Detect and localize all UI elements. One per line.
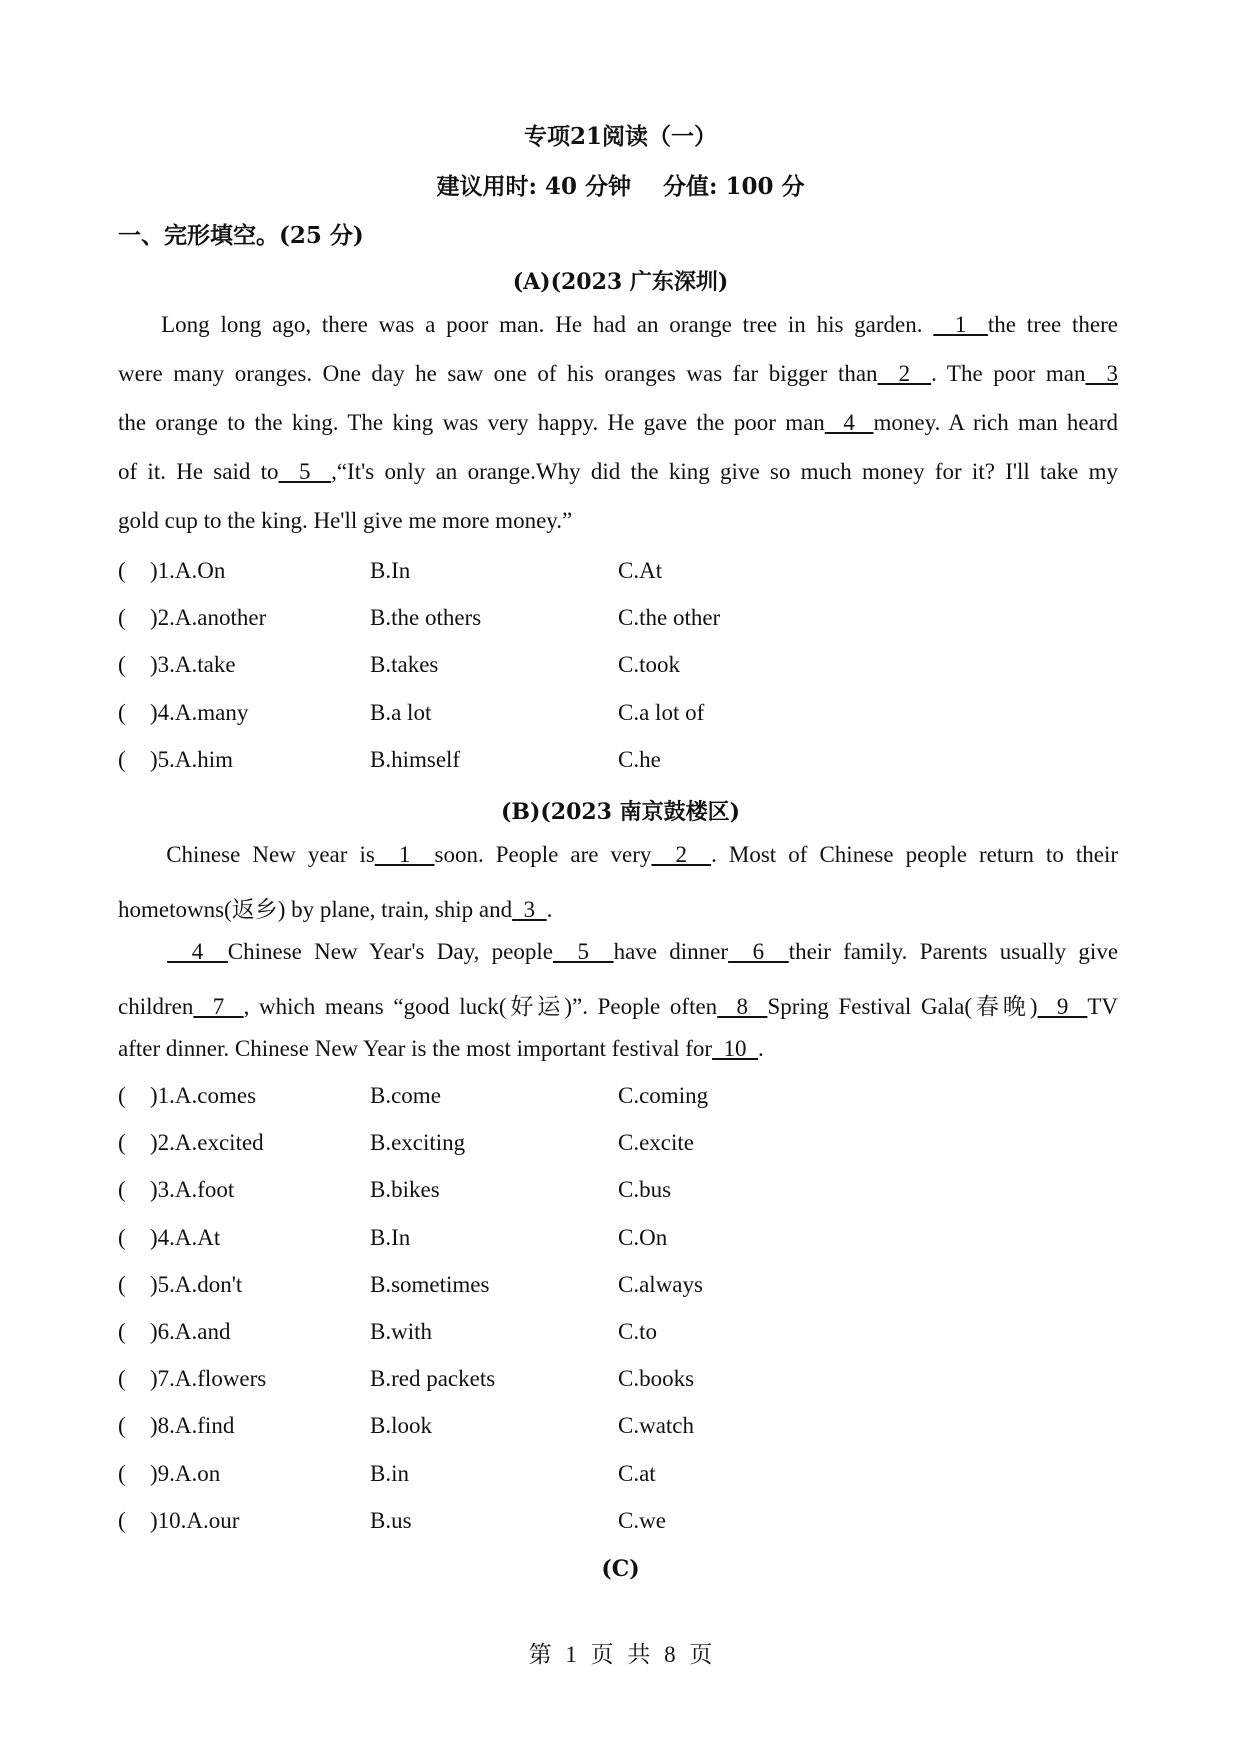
option-a: )2.A.another [150,605,267,631]
passage-text: their family. Parents usually give [788,939,1119,964]
passage-b-line-5 [118,1036,1118,1062]
question-row [118,1461,918,1491]
passage-a-line-5 [118,508,1118,534]
question-row [118,1319,918,1349]
option-b: B.us [370,1507,412,1533]
passage-a-line-3 [118,410,1118,436]
question-row [118,1083,918,1113]
section-heading: 一、完形填空。(25 分) [118,222,364,249]
passage-b-line-1 [118,842,1118,868]
passage-text: gold cup to the king. He'll give me more money.” [118,508,573,533]
blank-number: 1 [374,842,435,867]
question-row [118,558,918,588]
passage-text: . [758,1036,764,1061]
question-row [118,1130,918,1160]
question-row [118,1413,918,1443]
passage-text: hometowns(返乡) by plane, train, ship and [118,897,513,922]
option-b: B.sometimes [370,1271,490,1297]
option-a: )1.A.comes [150,1083,257,1108]
question-row [118,1366,918,1396]
answer-bracket: ( [118,1271,126,1297]
option-c: C.excite [618,1130,694,1156]
option-a: )6.A.and [150,1319,231,1344]
option-b: B.the others [370,605,482,631]
passage-text: soon. People are very [434,842,652,867]
passage-text: children [118,994,194,1019]
passage-text: Chinese New Year's Day, people [227,939,553,964]
passage-a-line-1 [118,312,1118,338]
passage-b-heading: (B)(2023 南京鼓楼区) [500,799,741,825]
passage-a-line-2 [118,361,1118,387]
blank-number: 9 [1037,994,1088,1019]
option-a: )10.A.our [150,1507,240,1533]
passage-b-line-4 [118,988,1118,1021]
page-footer: 第 1 页 共 8 页 [528,1642,713,1667]
option-a: )5.A.him [150,746,234,772]
option-b: B.a lot [370,699,432,725]
option-c: C.to [618,1319,657,1344]
answer-bracket: ( [118,558,126,583]
blank-number: 2 [877,361,932,386]
blank-number: 5 [278,459,332,484]
answer-bracket: ( [118,1130,126,1156]
answer-bracket: ( [118,1507,126,1533]
answer-bracket: ( [118,1413,126,1439]
answer-bracket: ( [118,1319,126,1344]
passage-text: . Most of Chinese people return to their [711,842,1119,867]
passage-text: the orange to the king. The king was very happy. He gave the poor man [118,410,825,435]
blank-number: 8 [717,994,768,1019]
page-subtitle [0,168,1241,201]
page-title: 专项21阅读（一） [523,123,717,150]
passage-a-heading: (A)(2023 广东深圳) [512,269,729,295]
passage-b-line-2 [118,891,1118,924]
option-c: C.books [618,1366,695,1392]
option-c: C.a lot of [618,699,705,725]
blank-number: 6 [728,939,789,964]
question-row [118,700,918,730]
option-a: )7.A.flowers [150,1366,267,1392]
question-row [118,652,918,682]
option-c: C.watch [618,1413,695,1439]
passage-text [118,939,167,964]
option-a: )8.A.find [150,1413,235,1439]
option-b: B.look [370,1413,432,1439]
blank-number: 2 [651,842,712,867]
passage-text: were many oranges. One day he saw one of his oranges was far bigger than [118,361,878,386]
option-c: C.On [618,1224,668,1250]
option-a: )9.A.on [150,1460,221,1486]
passage-text: of it. He said to [118,459,279,484]
option-c: C.took [618,652,680,678]
blank-number: 10 [712,1036,759,1061]
option-c: C.we [618,1507,666,1533]
blank-number: 1 [933,312,988,337]
passage-text: have dinner [613,939,729,964]
option-b: B.with [370,1319,432,1344]
option-b: B.bikes [370,1177,440,1203]
option-c: C.bus [618,1177,672,1203]
option-a: )3.A.foot [150,1177,235,1203]
answer-bracket: ( [118,1177,126,1203]
answer-bracket: ( [118,605,126,631]
option-a: )4.A.At [150,1224,221,1250]
passage-c-heading: (C) [601,1556,640,1582]
passage-a-line-4 [118,459,1118,485]
option-c: C.coming [618,1083,709,1108]
option-c: C.At [618,558,663,583]
option-b: B.himself [370,746,461,772]
option-b: B.takes [370,652,439,678]
option-b: B.red packets [370,1366,496,1392]
passage-text: Spring Festival Gala(春晚) [767,994,1038,1019]
option-c: C.always [618,1271,703,1297]
blank-number: 4 [167,939,228,964]
option-a: )3.A.take [150,652,236,678]
question-row [118,1272,918,1302]
option-c: C.at [618,1460,656,1486]
passage-text: , which means “good luck(好运)”. People often [243,994,718,1019]
answer-bracket: ( [118,1224,126,1250]
option-a: )1.A.On [150,558,226,583]
passage-text: after dinner. Chinese New Year is the most important festival for [118,1036,713,1061]
blank-number: 4 [824,410,874,435]
question-row [118,605,918,635]
option-a: )2.A.excited [150,1130,264,1156]
option-b: B.in [370,1460,409,1486]
option-b: B.In [370,1224,411,1250]
answer-bracket: ( [118,1083,126,1108]
passage-text: . The poor man [931,361,1086,386]
option-c: C.the other [618,605,721,631]
answer-bracket: ( [118,699,126,725]
question-row [118,1177,918,1207]
passage-text: the tree there [987,312,1119,337]
passage-text: . [546,897,553,922]
blank-number: 5 [552,939,614,964]
option-b: B.In [370,558,411,583]
option-a: )4.A.many [150,699,249,725]
option-c: C.he [618,746,661,772]
passage-b-line-3 [118,939,1118,965]
question-row [118,1225,918,1255]
option-a: )5.A.don't [150,1271,243,1297]
option-b: B.exciting [370,1130,466,1156]
passage-text: ,“It's only an orange.Why did the king give so much money for it? I'll take my [331,459,1119,484]
passage-text: Long long ago, there was a poor man. He had an orange tree in his garden. [118,312,934,337]
option-b: B.come [370,1083,441,1108]
passage-text: Chinese New year is [118,842,375,867]
answer-bracket: ( [118,1460,126,1486]
subtitle-text: 建议用时: 40 分钟 分值: 100 分 [436,173,805,200]
question-row [118,747,918,777]
passage-text: money. A rich man heard [873,410,1119,435]
answer-bracket: ( [118,1366,126,1392]
passage-text: TV [1087,994,1119,1019]
question-row [118,1508,918,1538]
blank-number: 3 [1085,361,1118,386]
answer-bracket: ( [118,746,126,772]
blank-number: 3 [512,897,547,922]
answer-bracket: ( [118,652,126,678]
blank-number: 7 [193,994,244,1019]
